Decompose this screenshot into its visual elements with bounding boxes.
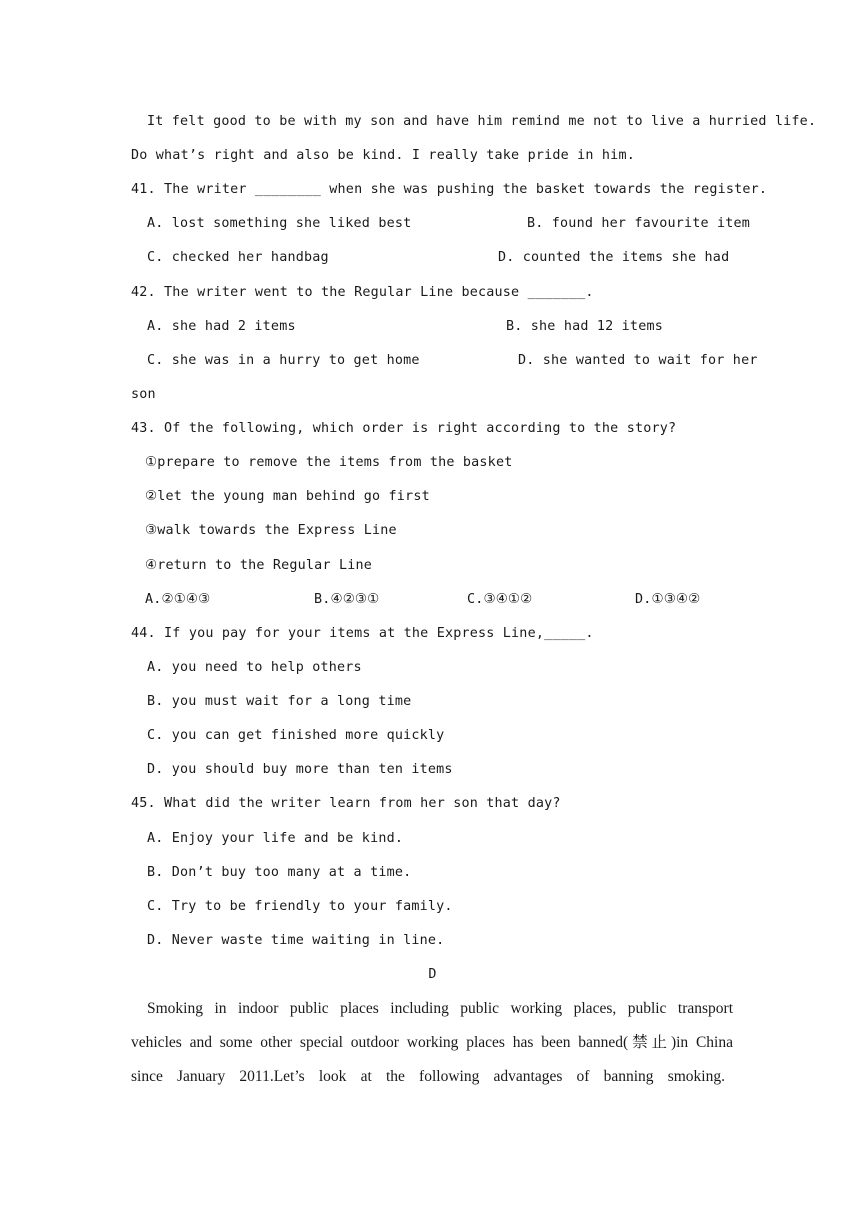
question-42-option-d: D. she wanted to wait for her [518, 353, 758, 368]
question-42-option-a: A. she had 2 items [147, 319, 296, 334]
question-42-option-b: B. she had 12 items [506, 319, 663, 334]
question-42-option-d-wrap: son [131, 387, 156, 402]
question-45-option-a: A. Enjoy your life and be kind. [147, 831, 404, 846]
section-d-heading: D [428, 967, 437, 982]
section-d-line: since January 2011.Let’s look at the following advantages of banning smoking. [131, 1068, 725, 1085]
passage-line: Do what’s right and also be kind. I really take pride in him. [131, 148, 635, 163]
question-43-option-d: D.①③④② [635, 592, 701, 607]
question-43-option-c: C.③④①② [467, 592, 533, 607]
question-43-step: ①prepare to remove the items from the basket [145, 455, 513, 470]
section-d-line: Smoking in indoor public places including public working places, public transport [147, 1000, 733, 1017]
question-43-option-b: B.④②③① [314, 592, 380, 607]
passage-line: It felt good to be with my son and have him remind me not to live a hurried life. [147, 114, 817, 129]
question-42-stem: 42. The writer went to the Regular Line because _______. [131, 285, 594, 300]
question-44-option-b: B. you must wait for a long time [147, 694, 412, 709]
question-41-option-a: A. lost something she liked best [147, 216, 412, 231]
question-44-stem: 44. If you pay for your items at the Express Line,_____. [131, 626, 594, 641]
question-41-option-b: B. found her favourite item [527, 216, 751, 231]
question-43-option-a: A.②①④③ [145, 592, 211, 607]
question-44-option-d: D. you should buy more than ten items [147, 762, 453, 777]
question-45-option-b: B. Don’t buy too many at a time. [147, 865, 412, 880]
question-44-option-a: A. you need to help others [147, 660, 362, 675]
section-d-line: vehicles and some other special outdoor working places has been banned(禁止)in China [131, 1034, 733, 1051]
question-43-step: ②let the young man behind go first [145, 489, 430, 504]
question-43-step: ④return to the Regular Line [145, 558, 373, 573]
question-45-stem: 45. What did the writer learn from her son that day? [131, 796, 561, 811]
question-41-option-c: C. checked her handbag [147, 250, 329, 265]
question-41-stem: 41. The writer ________ when she was pushing the basket towards the register. [131, 182, 768, 197]
question-43-stem: 43. Of the following, which order is right according to the story? [131, 421, 677, 436]
question-44-option-c: C. you can get finished more quickly [147, 728, 445, 743]
question-45-option-d: D. Never waste time waiting in line. [147, 933, 445, 948]
question-43-step: ③walk towards the Express Line [145, 523, 397, 538]
question-41-option-d: D. counted the items she had [498, 250, 730, 265]
question-42-option-c: C. she was in a hurry to get home [147, 353, 420, 368]
question-45-option-c: C. Try to be friendly to your family. [147, 899, 453, 914]
